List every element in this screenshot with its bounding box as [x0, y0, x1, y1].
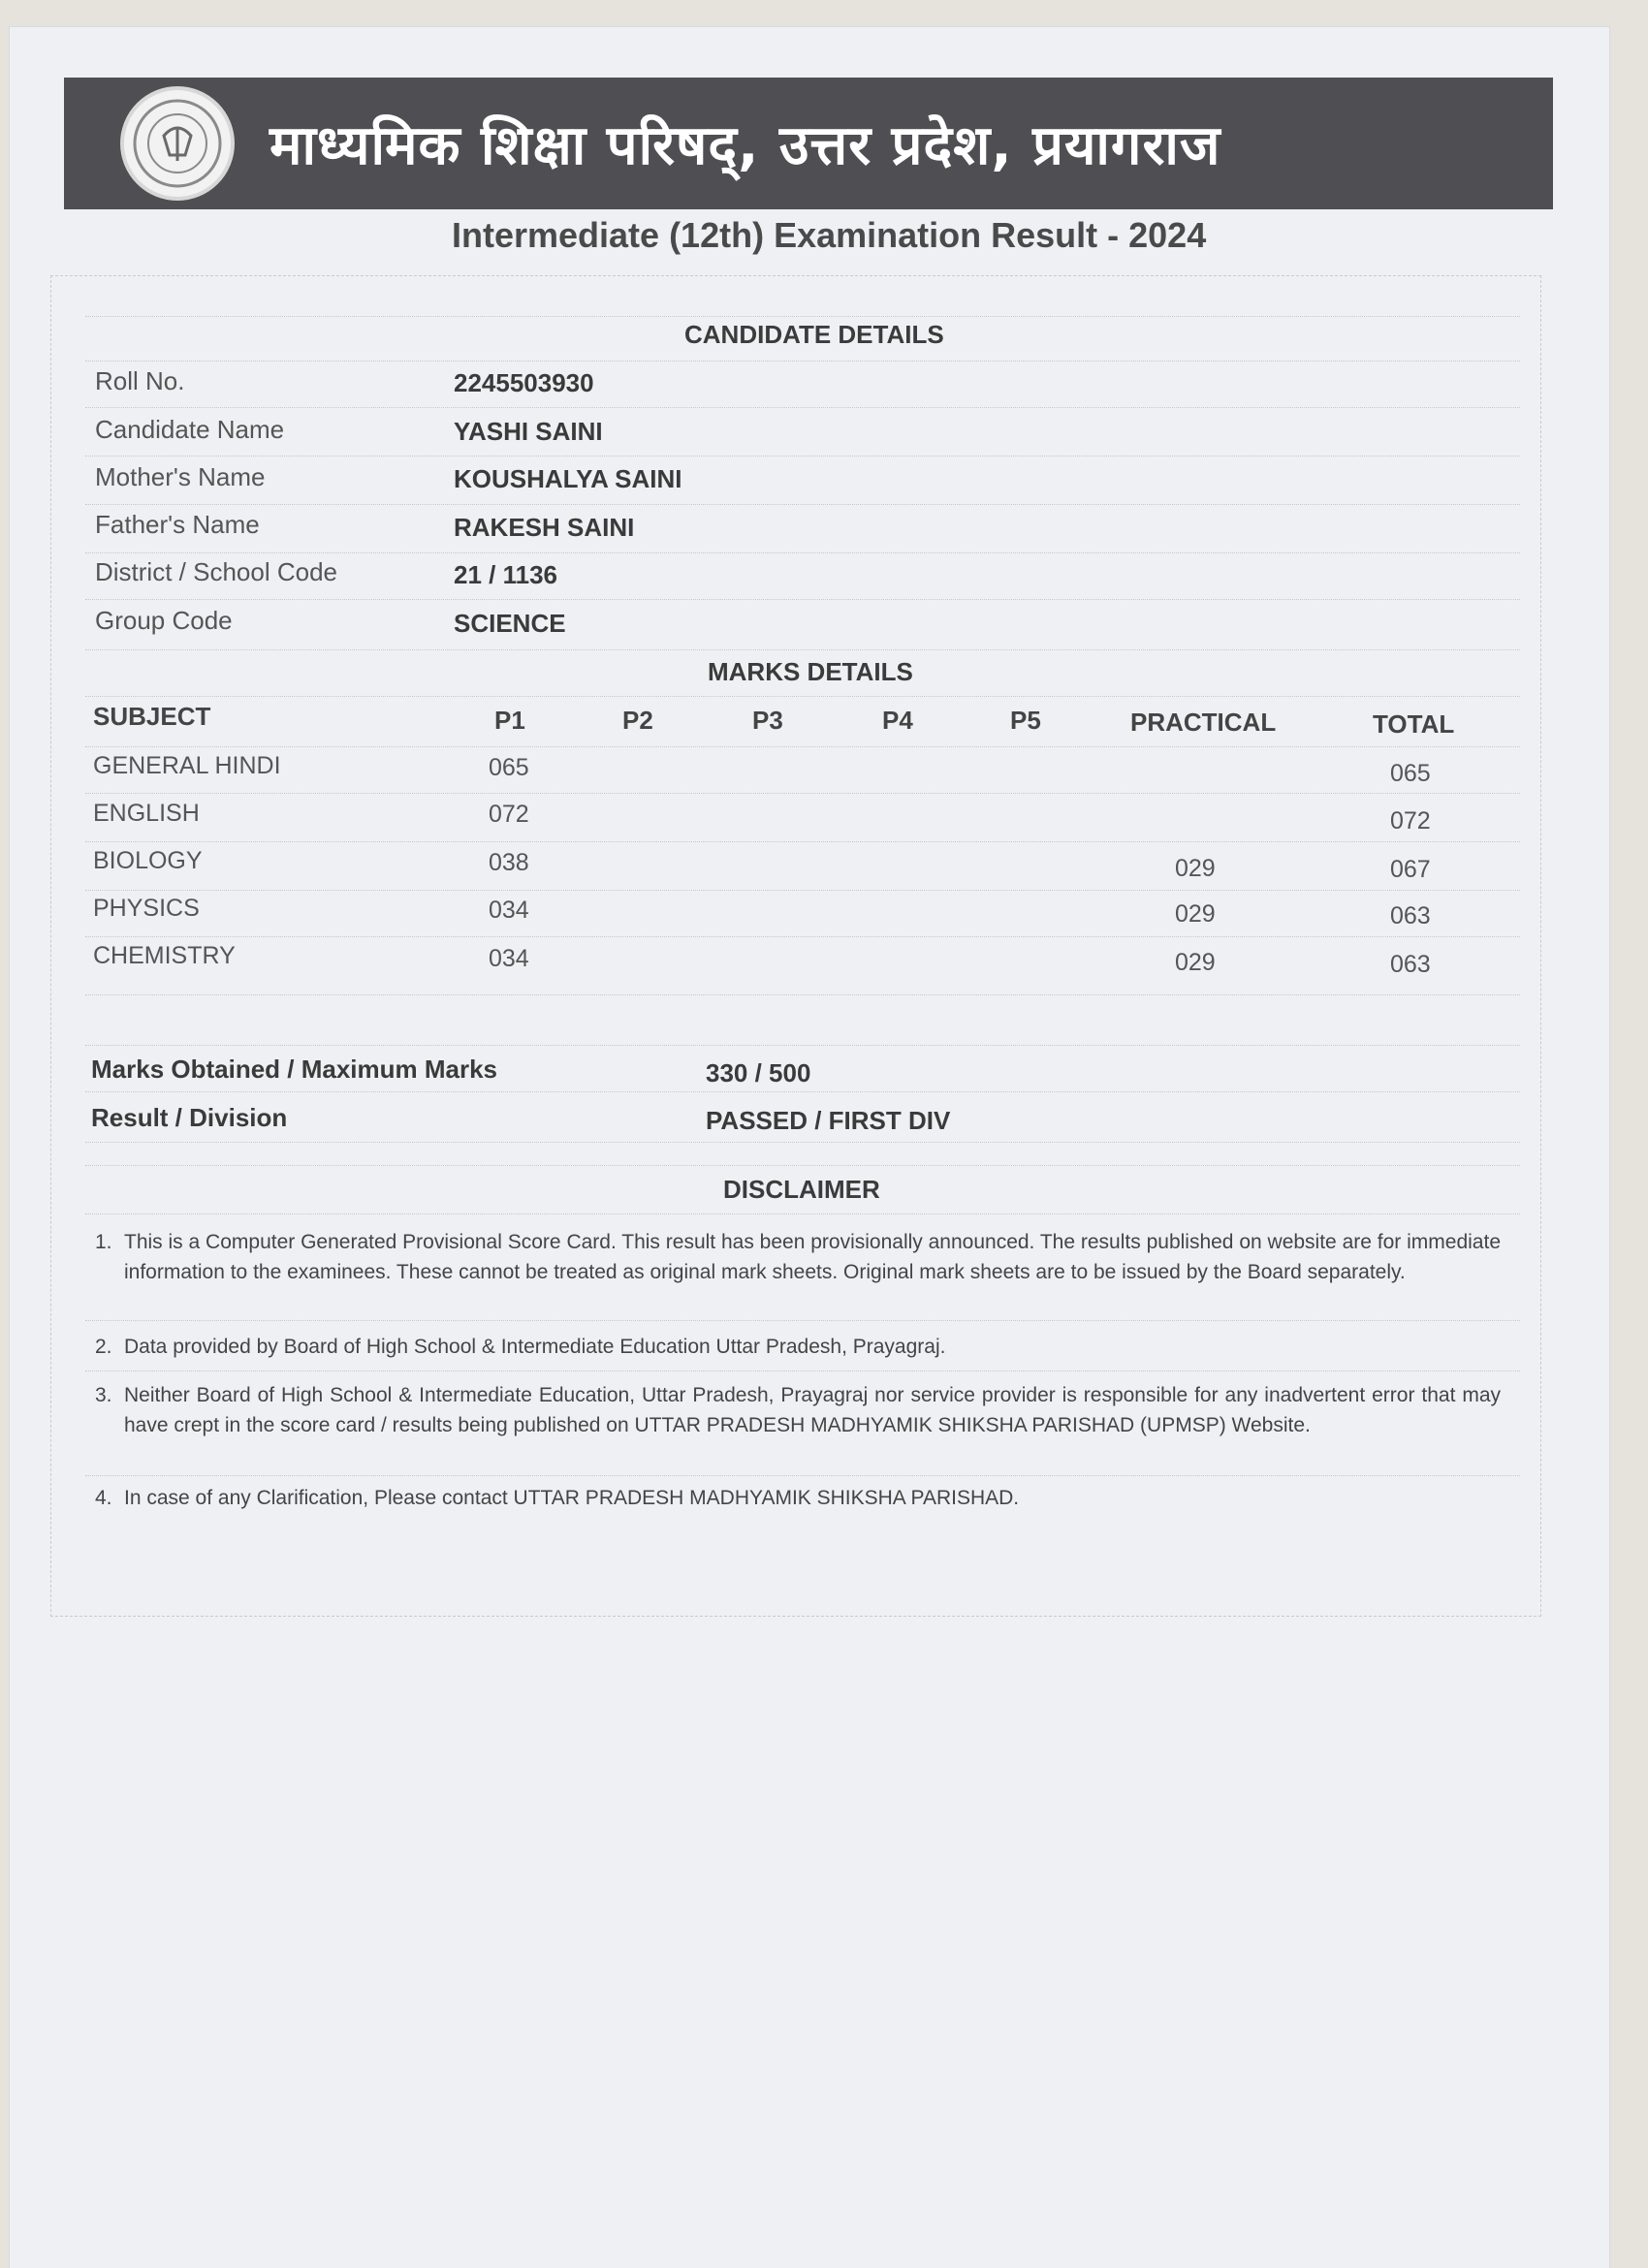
roll-no-label: Roll No.	[95, 366, 185, 395]
p1-cell: 072	[489, 801, 529, 828]
p5-header: P5	[1010, 706, 1041, 735]
subject-cell: PHYSICS	[93, 895, 200, 922]
disclaimer-item	[95, 1483, 1501, 1513]
divider	[85, 1213, 1520, 1214]
divider	[85, 599, 1520, 600]
mother-name-value: KOUSHALYA SAINI	[454, 464, 682, 493]
p1-cell: 065	[489, 754, 529, 781]
divider	[85, 456, 1520, 457]
marks-obtained-value: 330 / 500	[706, 1058, 811, 1087]
disclaimer-item-text: In case of any Clarification, Please contact UTTAR PRADESH MADHYAMIK SHIKSHA PARISHAD.	[124, 1487, 1020, 1509]
practical-cell: 029	[1175, 949, 1216, 976]
practical-header: PRACTICAL	[1130, 708, 1277, 737]
disclaimer-item	[95, 1332, 1501, 1362]
subject-cell: GENERAL HINDI	[93, 752, 281, 779]
subject-cell: CHEMISTRY	[93, 942, 236, 969]
result-division-value: PASSED / FIRST DIV	[706, 1106, 951, 1135]
disclaimer-item-number: 4.	[95, 1487, 112, 1509]
disclaimer-item-number: 1.	[95, 1231, 112, 1253]
candidate-name-label: Candidate Name	[95, 415, 285, 444]
divider	[85, 793, 1520, 794]
father-name-value: RAKESH SAINI	[454, 513, 635, 542]
board-emblem-icon	[120, 86, 235, 201]
p1-cell: 038	[489, 849, 529, 876]
divider	[85, 890, 1520, 891]
total-cell: 065	[1390, 760, 1431, 787]
disclaimer-title: DISCLAIMER	[723, 1175, 880, 1204]
group-code-label: Group Code	[95, 606, 233, 635]
district-school-code-label: District / School Code	[95, 557, 337, 586]
subject-header: SUBJECT	[93, 702, 211, 731]
divider	[85, 1320, 1520, 1321]
total-cell: 067	[1390, 856, 1431, 883]
candidate-details-title: CANDIDATE DETAILS	[684, 320, 944, 349]
p1-cell: 034	[489, 897, 529, 924]
subject-cell: ENGLISH	[93, 800, 200, 827]
p1-header: P1	[494, 706, 525, 735]
disclaimer-item-number: 3.	[95, 1384, 112, 1406]
divider	[85, 1370, 1520, 1371]
practical-cell: 029	[1175, 900, 1216, 928]
roll-no-value: 2245503930	[454, 368, 594, 397]
candidate-name-value: YASHI SAINI	[454, 417, 603, 446]
divider	[85, 841, 1520, 842]
p4-header: P4	[882, 706, 913, 735]
divider	[85, 994, 1520, 995]
total-header: TOTAL	[1373, 709, 1455, 739]
mother-name-label: Mother's Name	[95, 462, 266, 491]
total-cell: 063	[1390, 951, 1431, 978]
disclaimer-item	[95, 1227, 1501, 1287]
disclaimer-item-text: Data provided by Board of High School & Intermediate Education Uttar Pradesh, Prayagraj.	[124, 1336, 946, 1358]
divider	[85, 316, 1520, 317]
p2-header: P2	[622, 706, 653, 735]
divider	[85, 407, 1520, 408]
father-name-label: Father's Name	[95, 510, 260, 539]
p3-header: P3	[752, 706, 783, 735]
district-school-code-value: 21 / 1136	[454, 560, 557, 589]
total-cell: 072	[1390, 807, 1431, 835]
board-header	[64, 78, 1553, 209]
marks-details-title: MARKS DETAILS	[708, 657, 913, 686]
divider	[85, 1165, 1520, 1166]
subject-cell: BIOLOGY	[93, 847, 203, 874]
divider	[85, 746, 1520, 747]
divider	[85, 552, 1520, 553]
result-division-label: Result / Division	[91, 1103, 288, 1132]
p1-cell: 034	[489, 945, 529, 972]
divider	[85, 1475, 1520, 1476]
disclaimer-item-text: This is a Computer Generated Provisional Score Card. This result has been provisionally announced. The results published on website are for immediate information to the examinees. These cannot be treated as original mark sheets. Original mark sheets are to be issued by the Board separately.	[124, 1231, 1501, 1283]
divider	[85, 1045, 1520, 1046]
marks-obtained-label: Marks Obtained / Maximum Marks	[91, 1055, 498, 1084]
divider	[85, 1091, 1520, 1092]
divider	[85, 504, 1520, 505]
board-title: माध्यमिक शिक्षा परिषद्, उत्तर प्रदेश, प्रयागराज	[269, 114, 1221, 177]
divider	[85, 936, 1520, 937]
divider	[85, 361, 1520, 362]
disclaimer-item-number: 2.	[95, 1336, 112, 1358]
disclaimer-item	[95, 1380, 1501, 1440]
divider	[85, 696, 1520, 697]
exam-title: Intermediate (12th) Examination Result - 2024	[452, 215, 1207, 255]
practical-cell: 029	[1175, 855, 1216, 882]
divider	[85, 649, 1520, 650]
total-cell: 063	[1390, 902, 1431, 929]
disclaimer-item-text: Neither Board of High School & Intermediate Education, Uttar Pradesh, Prayagraj nor service provider is responsible for any inadvertent error that may have crept in the score card / results being published on UTTAR PRADESH MADHYAMIK SHIKSHA PARISHAD (UPMSP) Website.	[124, 1384, 1501, 1436]
divider	[85, 1142, 1520, 1143]
group-code-value: SCIENCE	[454, 609, 566, 638]
